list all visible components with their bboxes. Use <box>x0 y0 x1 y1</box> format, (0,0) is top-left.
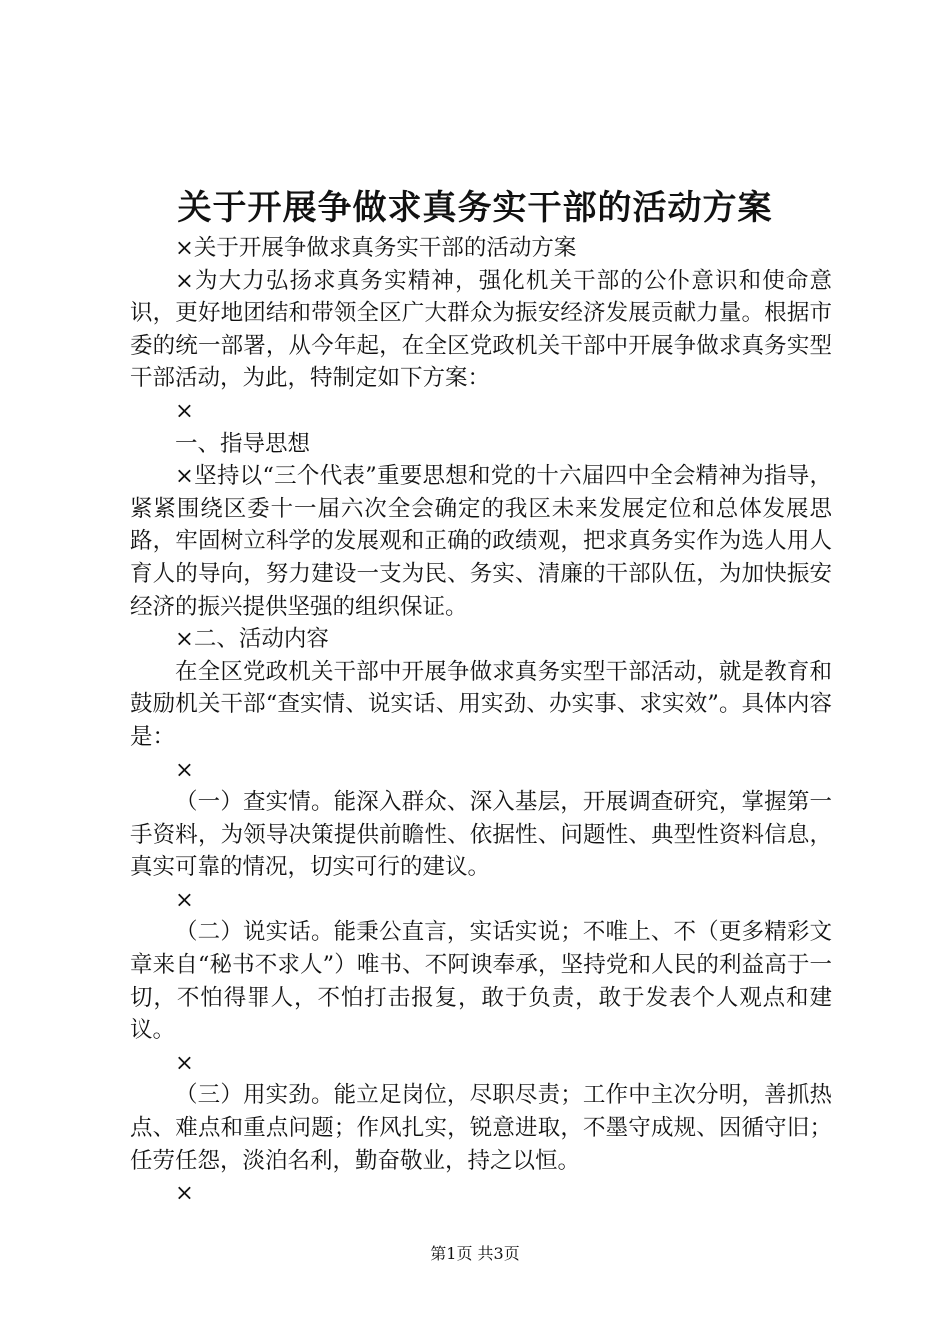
paragraph: （一）查实情。能深入群众、深入基层，开展调查研究，掌握第一手资料，为领导决策提供前瞻性、依据性、问题性、典型性资料信息，真实可靠的情况，切实可行的建议。 <box>130 789 832 881</box>
paragraph: × <box>175 1180 194 1207</box>
paragraph: × <box>175 756 194 783</box>
paragraph: × <box>175 886 194 913</box>
section-heading: ×二、活动内容 <box>175 626 329 653</box>
paragraph: ×坚持以“三个代表”重要思想和党的十六届四中全会精神为指导，紧紧围绕区委十一届六次全会确定的我区未来发展定位和总体发展思路，牢固树立科学的发展观和正确的政绩观，把求真务实作为选人用人育人的导向，努力建设一支为民、务实、清廉的干部队伍，为加快振安经济的振兴提供坚强的组织保证。 <box>130 463 832 620</box>
paragraph: 在全区党政机关干部中开展争做求真务实型干部活动，就是教育和鼓励机关干部“查实情、说实话、用实劲、办实事、求实效”。具体内容是： <box>130 658 832 750</box>
paragraph: × <box>175 1049 194 1076</box>
paragraph: ×为大力弘扬求真务实精神，强化机关干部的公仆意识和使命意识，更好地团结和带领全区广大群众为振安经济发展贡献力量。根据市委的统一部署，从今年起，在全区党政机关干部中开展争做求真务实型干部活动，为此，特制定如下方案： <box>130 267 832 392</box>
document-title: 关于开展争做求真务实干部的活动方案 <box>177 188 773 228</box>
document-body <box>130 232 832 1210</box>
paragraph: ×关于开展争做求真务实干部的活动方案 <box>175 235 577 261</box>
paragraph: （二）说实话。能秉公直言，实话实说；不唯上、不（更多精彩文章来自“秘书不求人”）唯书、不阿谀奉承，坚持党和人民的利益高于一切，不怕得罪人，不怕打击报复，敢于负责，敢于发表个人观点和建议。 <box>130 919 832 1044</box>
section-heading: 一、指导思想 <box>175 430 311 457</box>
page-number-footer: 第1页 共3页 <box>430 1244 520 1263</box>
paragraph: （三）用实劲。能立足岗位，尽职尽责；工作中主次分明，善抓热点、难点和重点问题；作风扎实，锐意进取，不墨守成规、因循守旧；任劳任怨，淡泊名利，勤奋敬业，持之以恒。 <box>130 1082 832 1174</box>
paragraph: × <box>175 397 194 424</box>
